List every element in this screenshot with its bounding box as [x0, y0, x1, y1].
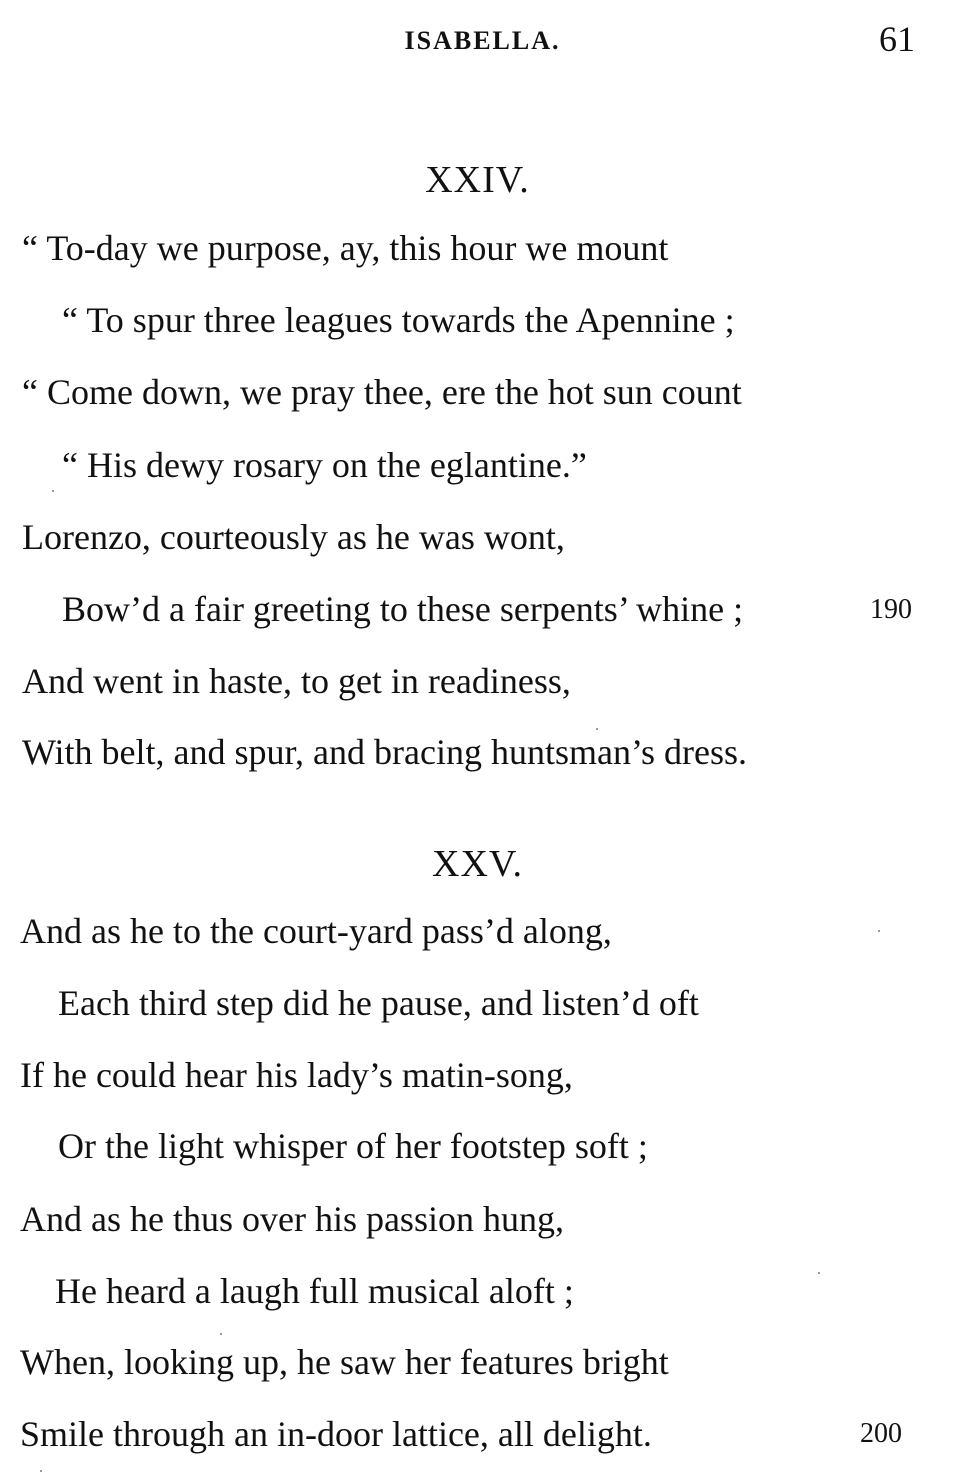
line-number-190: 190 — [870, 594, 912, 625]
verse-line: And as he thus over his passion hung, — [20, 1199, 564, 1239]
verse-line: With belt, and spur, and bracing huntsman’s dress. — [22, 732, 747, 772]
line-number-200: 200 — [860, 1418, 902, 1449]
paper-speck — [220, 1333, 222, 1335]
verse-line: Smile through an in-door lattice, all delight. — [20, 1414, 652, 1454]
verse-line: “ To-day we purpose, ay, this hour we mount — [22, 228, 669, 268]
verse-line: “ To spur three leagues towards the Apennine ; — [62, 300, 735, 340]
running-title: ISABELLA. — [404, 26, 561, 55]
paper-speck — [818, 1272, 820, 1274]
verse-line: Each third step did he pause, and listen’d oft — [58, 983, 699, 1023]
verse-line: “ His dewy rosary on the eglantine.” — [62, 445, 587, 485]
verse-line: Or the light whisper of her footstep soft ; — [58, 1126, 648, 1166]
verse-line: If he could hear his lady’s matin-song, — [20, 1055, 573, 1095]
paper-speck — [52, 490, 54, 492]
verse-line: Lorenzo, courteously as he was wont, — [22, 517, 565, 557]
stanza-numeral-xxv: XXV. — [432, 843, 523, 885]
paper-speck — [596, 728, 598, 730]
verse-line: Bow’d a fair greeting to these serpents’ whine ; — [62, 589, 744, 629]
verse-line: He heard a laugh full musical aloft ; — [55, 1271, 574, 1311]
verse-line: And as he to the court-yard pass’d along, — [20, 911, 612, 951]
verse-line: And went in haste, to get in readiness, — [22, 661, 571, 701]
verse-line: When, looking up, he saw her features bright — [20, 1342, 669, 1382]
stanza-numeral-xxiv: XXIV. — [425, 159, 530, 201]
verse-line: “ Come down, we pray thee, ere the hot sun count — [22, 372, 742, 412]
page-number: 61 — [879, 19, 915, 59]
paper-speck — [40, 1470, 42, 1472]
paper-speck — [878, 930, 880, 932]
